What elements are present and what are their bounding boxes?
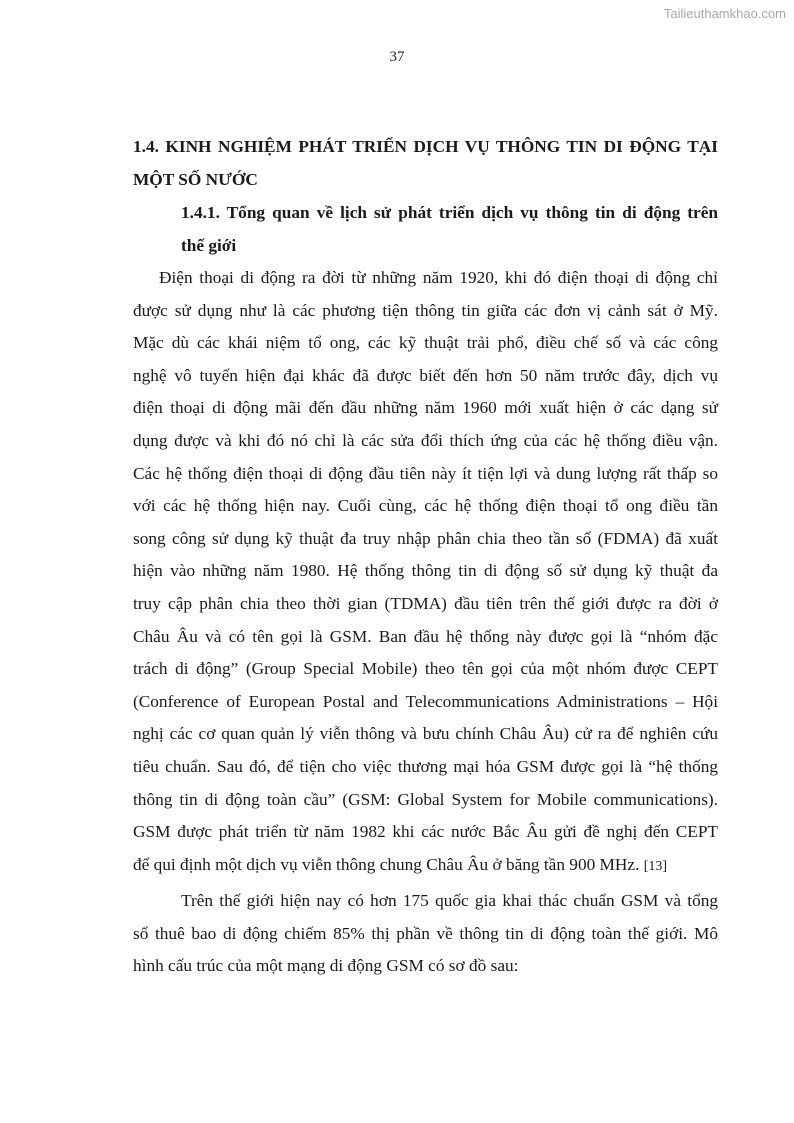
document-body xyxy=(133,130,718,983)
text-line: được sử dụng như là các phương tiện thông tin giữa các đơn vị cảnh sát ở Mỹ. xyxy=(133,300,718,320)
text-line: điện thoại di động mãi đến đầu những năm 1960 mới xuất hiện ở các dạng sử xyxy=(133,398,718,418)
text-line: hình cấu trúc của một mạng di động GSM có sơ đồ sau: xyxy=(133,956,519,976)
text-line: trách di động” (Group Special Mobile) theo tên gọi của một nhóm được CEPT xyxy=(133,659,718,679)
subsection-heading-line-2: thế giới xyxy=(181,236,237,255)
citation: [13] xyxy=(643,858,668,874)
text-line: với các hệ thống hiện nay. Cuối cùng, các hệ thống điện thoại tổ ong điều tần xyxy=(133,496,718,516)
text-line: thông tin di động toàn cầu” (GSM: Global System for Mobile communications). xyxy=(133,789,718,809)
text-line: tiêu chuẩn. Sau đó, để tiện cho việc thương mại hóa GSM được gọi là “hệ thống xyxy=(133,756,718,776)
section-heading-line-1: 1.4. KINH NGHIỆM PHÁT TRIỂN DỊCH VỤ THÔNG TIN DI ĐỘNG TẠI xyxy=(133,137,718,156)
text-line: GSM được phát triển từ năm 1982 khi các nước Bắc Âu gửi đề nghị đến CEPT xyxy=(133,822,718,842)
text-line: song công sử dụng kỹ thuật đa truy nhập phân chia theo tần số (FDMA) đã xuất xyxy=(133,528,718,548)
text-line: (Conference of European Postal and Telecommunications Administrations – Hội xyxy=(133,691,718,711)
subsection-heading-line-1: 1.4.1. Tổng quan về lịch sử phát triển dịch vụ thông tin di động trên xyxy=(181,203,718,222)
text-line: hiện vào những năm 1980. Hệ thống thông tin di động số sử dụng kỹ thuật đa xyxy=(133,561,718,581)
text-line xyxy=(133,849,718,884)
paragraph-gsm-stats xyxy=(133,885,718,983)
text-line: truy cập phân chia theo thời gian (TDMA) đầu tiên trên thế giới được ra đời ở xyxy=(133,593,718,613)
text-line: Mặc dù các khái niệm tổ ong, các kỹ thuật trải phổ, điều chế số và các công xyxy=(133,333,718,353)
text-line: nghệ vô tuyến hiện đại khác đã được biết đến hơn 50 năm trước đây, dịch vụ xyxy=(133,365,718,385)
text-line: Trên thế giới hiện nay có hơn 175 quốc gia khai thác chuẩn GSM và tổng xyxy=(181,891,718,911)
section-heading xyxy=(133,130,718,196)
section-heading-line-2: MỘT SỐ NƯỚC xyxy=(133,170,258,189)
page-number: 37 xyxy=(389,49,405,65)
text-line: nghị các cơ quan quản lý viễn thông và bưu chính Châu Âu) cử ra để nghiên cứu xyxy=(133,724,718,744)
subsection-heading xyxy=(133,196,718,262)
watermark: Tailieuthamkhao.com xyxy=(663,6,786,21)
text-line: Châu Âu và có tên gọi là GSM. Ban đầu hệ thống này được gọi là “nhóm đặc xyxy=(133,626,718,646)
text-line: số thuê bao di động chiếm 85% thị phần về thông tin di động toàn thế giới. Mô xyxy=(133,923,718,943)
text-line: Các hệ thống điện thoại di động đầu tiên này ít tiện lợi và dung lượng rất thấp so xyxy=(133,463,718,483)
text-line: Điện thoại di động ra đời từ những năm 1920, khi đó điện thoại di động chỉ xyxy=(159,268,718,287)
text-line: dụng được và khi đó nó chỉ là các sửa đổi thích ứng của các hệ thống điều vận. xyxy=(133,430,718,450)
text-line-content: để qui định một dịch vụ viễn thông chung Châu Âu ở băng tần 900 MHz. xyxy=(133,854,640,874)
paragraph-history xyxy=(133,262,718,883)
